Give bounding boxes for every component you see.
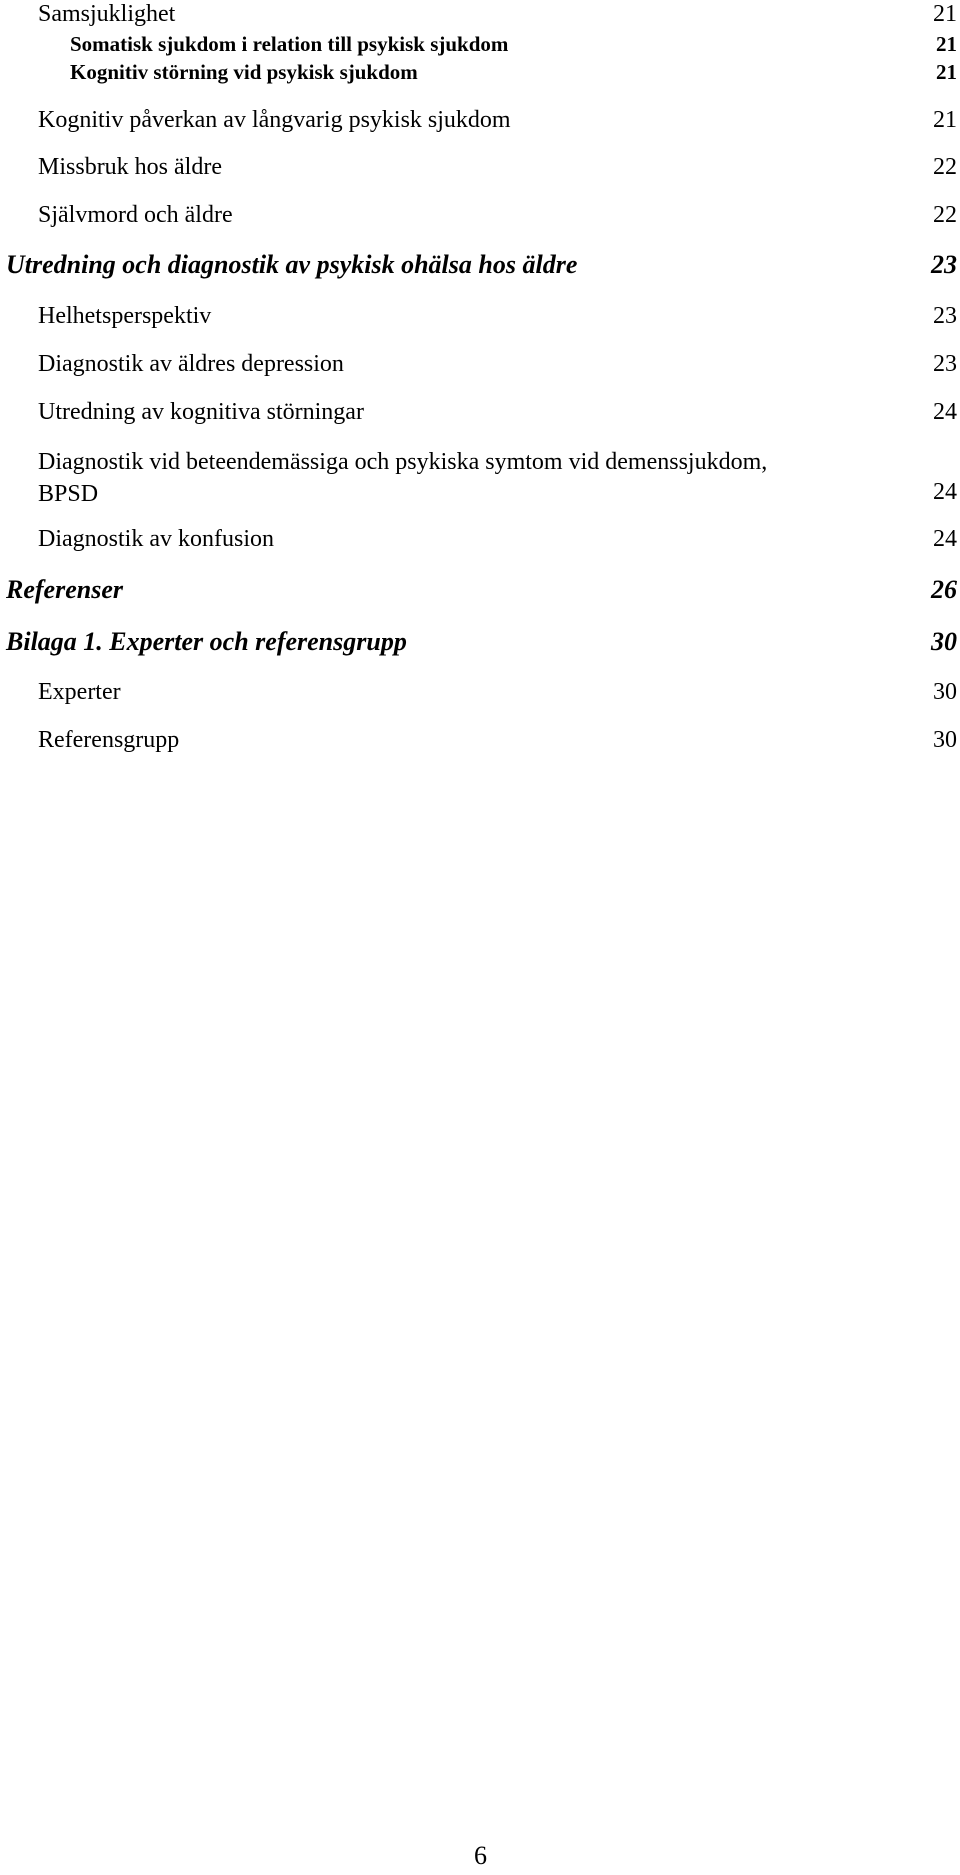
- page-number: 6: [474, 1841, 487, 1870]
- toc-entry-label-line2: BPSD: [38, 481, 99, 507]
- toc-entry-page: 21: [933, 1, 957, 27]
- toc-entry-page: 30: [931, 627, 957, 656]
- toc-entry-page: 21: [933, 107, 957, 133]
- toc-entry-label: Missbruk hos äldre: [38, 154, 222, 180]
- toc-entry-label: Utredning och diagnostik av psykisk ohälsa hos äldre: [6, 250, 578, 279]
- toc-entry-label-line1: Diagnostik vid beteendemässiga och psykiska symtom vid demenssjukdom,: [38, 449, 768, 475]
- toc-entry-label: Referensgrupp: [38, 727, 180, 753]
- toc-entry-label: Somatisk sjukdom i relation till psykisk sjukdom: [70, 32, 509, 56]
- toc-entry-label: Experter: [38, 679, 121, 705]
- toc-entry-label: Referenser: [6, 575, 123, 604]
- toc-entry-label: Diagnostik av konfusion: [38, 526, 274, 552]
- toc-entry-label: Utredning av kognitiva störningar: [38, 399, 364, 425]
- toc-entry-label: Självmord och äldre: [38, 202, 233, 228]
- toc-entry-label: Samsjuklighet: [38, 1, 176, 27]
- toc-entry-label: Diagnostik av äldres depression: [38, 351, 344, 377]
- toc-entry-page: 22: [933, 154, 957, 180]
- toc-entry-label: Kognitiv påverkan av långvarig psykisk sjukdom: [38, 107, 511, 133]
- toc-entry-label: Bilaga 1. Experter och referensgrupp: [6, 627, 407, 656]
- toc-entry-page: 24: [933, 399, 957, 425]
- toc-entry-label: Helhetsperspektiv: [38, 303, 212, 329]
- toc-entry-page: 22: [933, 202, 957, 228]
- toc-entry-page: 21: [936, 32, 957, 56]
- toc-entry-page: 30: [933, 679, 957, 705]
- toc-entry-page: 26: [931, 575, 957, 604]
- toc-entry-page: 23: [933, 351, 957, 377]
- toc-entry-page: 24: [933, 526, 957, 552]
- toc-entry-page: 23: [931, 250, 957, 279]
- toc-entry-page: 24: [933, 479, 957, 505]
- toc-entry-page: 23: [933, 303, 957, 329]
- toc-entry-label: Kognitiv störning vid psykisk sjukdom: [70, 60, 418, 84]
- toc-entry-page: 30: [933, 727, 957, 753]
- toc-entry-page: 21: [936, 60, 957, 84]
